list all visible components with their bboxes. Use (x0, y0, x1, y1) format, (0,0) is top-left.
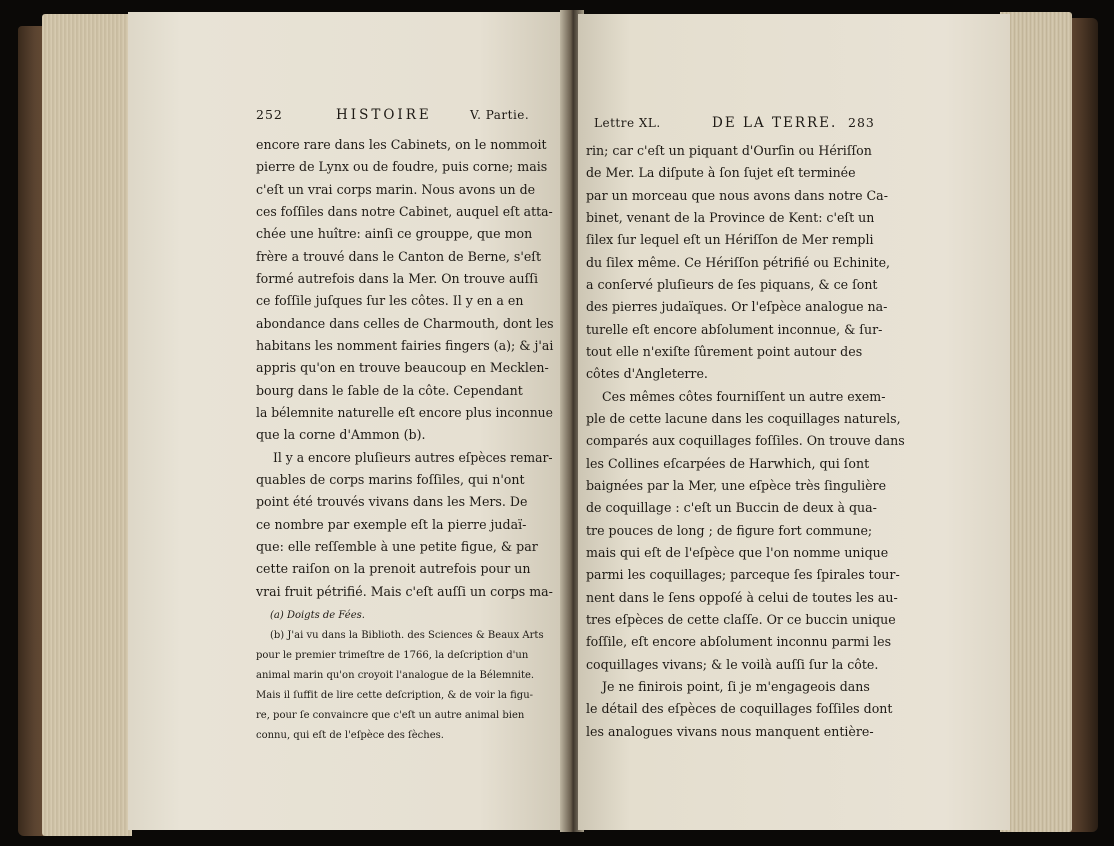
text-line: le détail des eſpèces de coquillages foſſiles dont (586, 701, 893, 716)
text-line: quables de corps marins foſſiles, qui n'ont (256, 472, 525, 487)
text-line: tout elle n'exiſte ſûrement point autour des (586, 344, 863, 359)
text-line: habitans les nomment fairies fingers (a); & j'ai (256, 338, 554, 353)
footnote-line: connu, qui eſt de l'eſpèce des ſèches. (256, 730, 444, 741)
text-line: formé autrefois dans la Mer. On trouve auſſi (256, 271, 538, 286)
page-edges-left (42, 14, 132, 836)
footnote-line: animal marin qu'on croyoit l'analogue de la Bélemnite. (256, 670, 535, 681)
footnote-line: (b) J'ai vu dans la Biblioth. des Sciences & Beaux Arts (270, 630, 544, 641)
text-line: cette raiſon on la prenoit autrefois pour un (256, 561, 531, 576)
text-line: appris qu'on en trouve beaucoup en Mecklen- (256, 360, 549, 375)
text-line: la bélemnite naturelle eſt encore plus inconnue (256, 405, 553, 420)
footnote-line: pour le premier trimeſtre de 1766, la deſcription d'un (256, 650, 529, 661)
text-line: ſilex ſur lequel eſt un Hériſſon de Mer rempli (586, 232, 874, 247)
text-line: coquillages vivans; & le voilà auſſi ſur la côte. (586, 657, 879, 672)
text-line: Ces mêmes côtes fourniſſent un autre exem- (602, 389, 886, 404)
text-line: des pierres judaïques. Or l'eſpèce analogue na- (586, 299, 888, 314)
section-label: V. Partie. (470, 108, 530, 122)
text-line: rin; car c'eſt un piquant d'Ourſin ou Hériſſon (586, 143, 872, 158)
text-line: tre pouces de long ; de figure fort commune; (586, 523, 873, 538)
text-line: foſſile, eſt encore abſolument inconnu parmi les (586, 634, 892, 649)
right-page-header (578, 112, 1010, 132)
text-line: que: elle reſſemble à une petite figue, & par (256, 539, 538, 554)
text-line: chée une huître: ainſi ce grouppe, que mon (256, 226, 533, 241)
text-line: frère a trouvé dans le Canton de Berne, s'eſt (256, 249, 542, 264)
text-line: baignées par la Mer, une eſpèce très ſingulière (586, 478, 887, 493)
text-line: côtes d'Angleterre. (586, 366, 708, 381)
text-line: comparés aux coquillages foſſiles. On trouve dans (586, 433, 905, 448)
text-line: ce nombre par exemple eſt la pierre judaï- (256, 517, 527, 532)
text-line: de Mer. La diſpute à ſon ſujet eſt terminée (586, 165, 856, 180)
text-line: tres eſpèces de cette claſſe. Or ce buccin unique (586, 612, 896, 627)
text-line: Je ne finirois point, ſi je m'engageois dans (602, 679, 870, 694)
text-line: pierre de Lynx ou de foudre, puis corne; mais (256, 159, 548, 174)
text-line: par un morceau que nous avons dans notre Ca- (586, 188, 888, 203)
text-line: parmi les coquillages; parceque ſes ſpirales tour- (586, 567, 900, 582)
text-line: mais qui eſt de l'eſpèce que l'on nomme unique (586, 545, 889, 560)
text-line: du ſilex même. Ce Hériſſon pétrifié ou Echinite, (586, 255, 891, 270)
text-line: nent dans le ſens oppoſé à celui de toutes les au- (586, 590, 898, 605)
text-line: a conſervé pluſieurs de ſes piquans, & ce ſont (586, 277, 878, 292)
text-line: turelle eſt encore abſolument inconnue, & ſur- (586, 322, 883, 337)
text-line: Il y a encore pluſieurs autres eſpèces remar- (273, 450, 553, 465)
running-title: DE LA TERRE. (712, 115, 838, 131)
right-page (578, 14, 1010, 830)
text-line: point été trouvés vivans dans les Mers. De (256, 494, 528, 509)
footnote-line: (a) Doigts de Fées. (270, 610, 365, 621)
text-line: ce foſſile juſques ſur les côtes. Il y en a en (256, 293, 524, 308)
text-line: de coquillage : c'eſt un Buccin de deux à qua- (586, 500, 877, 515)
page-number: 252 (256, 107, 283, 122)
text-line: ple de cette lacune dans les coquillages naturels, (586, 411, 901, 426)
page-number: 283 (848, 115, 875, 130)
text-line: que la corne d'Ammon (b). (256, 427, 426, 442)
text-line: c'eſt un vrai corps marin. Nous avons un de (256, 182, 536, 197)
text-line: vrai fruit pétrifié. Mais c'eſt auſſi un corps ma- (256, 584, 553, 599)
text-line: les analogues vivans nous manquent entière- (586, 724, 874, 739)
text-line: ces foſſiles dans notre Cabinet, auquel eſt atta- (256, 204, 553, 219)
text-line: abondance dans celles de Charmouth, dont les (256, 316, 554, 331)
left-page (128, 12, 566, 830)
running-title: HISTOIRE (336, 107, 432, 123)
page-edges-right (1000, 12, 1072, 832)
text-line: bourg dans le ſable de la côte. Cependant (256, 383, 523, 398)
section-label: Lettre XL. (594, 116, 661, 130)
text-line: les Collines eſcarpées de Harwhich, qui ſont (586, 456, 870, 471)
footnote-line: re, pour ſe convaincre que c'eſt un autre animal bien (256, 710, 525, 721)
text-line: binet, venant de la Province de Kent: c'eſt un (586, 210, 875, 225)
footnote-line: Mais il ſuffit de lire cette deſcription, & de voir la figu- (256, 690, 534, 701)
text-line: encore rare dans les Cabinets, on le nommoit (256, 137, 547, 152)
left-page-header (128, 104, 566, 124)
